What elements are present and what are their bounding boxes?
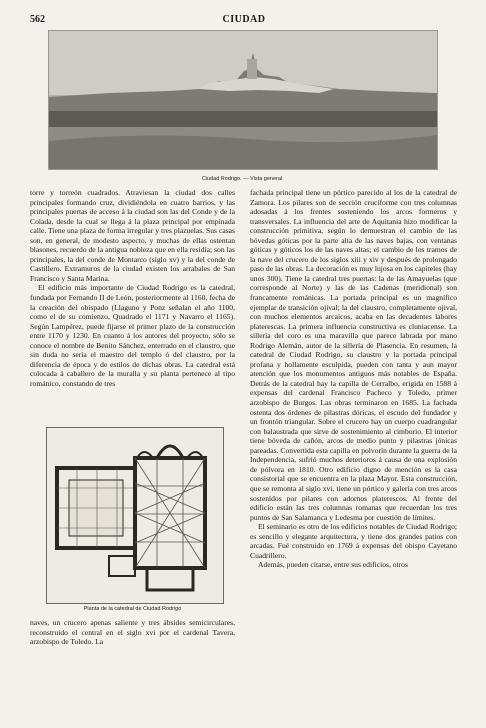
paragraph: El edificio más importante de Ciudad Rodrigo es la catedral, fundada por Fernando II de León, posteriormente al 1160, fecha de la creación del obispado (Llaguno y Ponz señalan el año 1100, como el de su comienzo, Quadrado el 1171 y Navarro el 1165). Según Lampérez, puede fijarse el primer plazo de la construcción entre 1170 y 1230. En cuanto á los autores del proyecto, sólo se conoce el nombre de Benito Sánchez, enterrado en el claustro, que sin duda no sería el maestro del templo ó del claustro, por la diferencia de época y de estilos de dichas obras. La catedral está colocada á caballero de la muralla y su planta pertenece al tipo románico, constando de tres: [30, 283, 235, 388]
paragraph: torre y torreón cuadrados. Atraviesan la ciudad dos calles principales formando cruz, dividiéndola en cuatro barrios, y las principales puertas de acceso á la ciudad son las del Conde y de la Colada, desde la cual se llega á la plaza principal por empinada calle. Tiene una plaza de forma irregular y tres plazuelas. Sus casas son, en general, de modesto aspecto, y muchas de ellas ostentan blasones, recuerdo de la antigua nobleza que en ella residía; son las principales, la del conde de Montarco (siglo xv) y la del conde de Castillero. Extramuros de la ciudad existen los arrabales de San Francisco y Santa Marina.: [30, 188, 235, 283]
cathedral-floor-plan: [46, 427, 224, 604]
paragraph: Además, pueden citarse, entre sus edificios, otros: [258, 560, 408, 570]
photo-caption: Ciudad Rodrigo. — Vista general: [201, 176, 283, 182]
town-panorama-photo: [48, 30, 438, 170]
floor-plan-caption: Planta de la catedral de Ciudad Rodrigo: [83, 606, 182, 612]
running-title: CIUDAD: [222, 14, 266, 25]
page-number: 562: [30, 14, 45, 25]
left-column: [30, 188, 235, 388]
paragraph: fachada principal tiene un pórtico parecido al los de la catedral de Zamora. Los pilares son de sección cruciforme con tres columnas adosadas á los frentes sosteniendo los arcos formeros y transversales. La influencia del arte de Aquitania hizo modificar la construcción primitiva, según lo demuestran el cambio de las bóvedas góticas por la parte alta de las naves bajas, con ventanas góticas y góticos los de las naves altas; el cambio de los tramos de la nave del crucero de los siglos xiii y xiv y después de prolongado paso de las obras. La decoración es muy lujosa en los capiteles (hay unos 300). Tiene la catedral tres puertas: la de las Amayuelas (que corresponde al Norte) y las de las Cadenas (meridional) son francamente románicas. La portada principal es un magnífico ejemplar de transición ojival; la del claustro, completamente ojival, con muchos elementos arcaicos, acaba en las decadentes labores platerescas. La primera influencia constructiva es cluniacense. La sillería del coro es una maravilla que parece labrada por mano Rodrigo Alemán, autor de la sillería de Plasencia. En resumen, la catedral de Ciudad Rodrigo, su claustro y la portada principal profana y hollamente esculpida, pueden con tanta y aun mayor atención que los monumentos antiguos más notables de España. Detrás de la catedral hay la capilla de Cerralbo, erigida en 1588 á expensas del cardenal Francisco Pacheco y Toledo, primer arzobispo de Burgos. Las obras terminaron en 1685. La fachada ostenta dos órdenes de pilastras dóricas, el escudo del fundador y un frontón triangular. Sobre el crucero hay un cuerpo cuadrangular con balaustrada que sirve de sostenimiento al cimborio. El interior tiene bóveda de cañón, arcos de medio punto y pilastras jónicas pareadas. Convertida esta capilla en polvorín durante la guerra de la Independencia, sufrió muchos deterioros á causa de una explosión de pólvora en 1810. Otro edificio digno de mención es la casa consistorial que se encuentra en la plaza Mayor. Esta construcción, que se remonta al siglo xvi, tiene un pórtico y galería con tres arcos sostenidos por pilares con adornos platerescos. Al frente del edificio están las tres columnas romanas que recuerdan los tres puntos de San Salamanca y Ledesma por cuestión de límites.: [250, 188, 457, 522]
right-column: [250, 188, 457, 570]
paragraph: naves, un crucero apenas saliente y tres ábsides semicirculares, reconstruido el central en el siglo xvi por el cardenal Tavera, arzobispo de Toledo. La: [30, 618, 235, 647]
paragraph: El seminario es otro de los edificios notables de Ciudad Rodrigo; es sencillo y elegante arquitectura, y tiene dos grandes patios con arcadas. Fué construido en 1769 á expensas del obispo Cayetano Cuadrillero.: [250, 522, 457, 560]
town-panorama-graphic: [49, 31, 437, 169]
floor-plan-graphic: [47, 428, 223, 603]
left-column-bottom: [30, 618, 235, 647]
page-header: [30, 14, 458, 28]
